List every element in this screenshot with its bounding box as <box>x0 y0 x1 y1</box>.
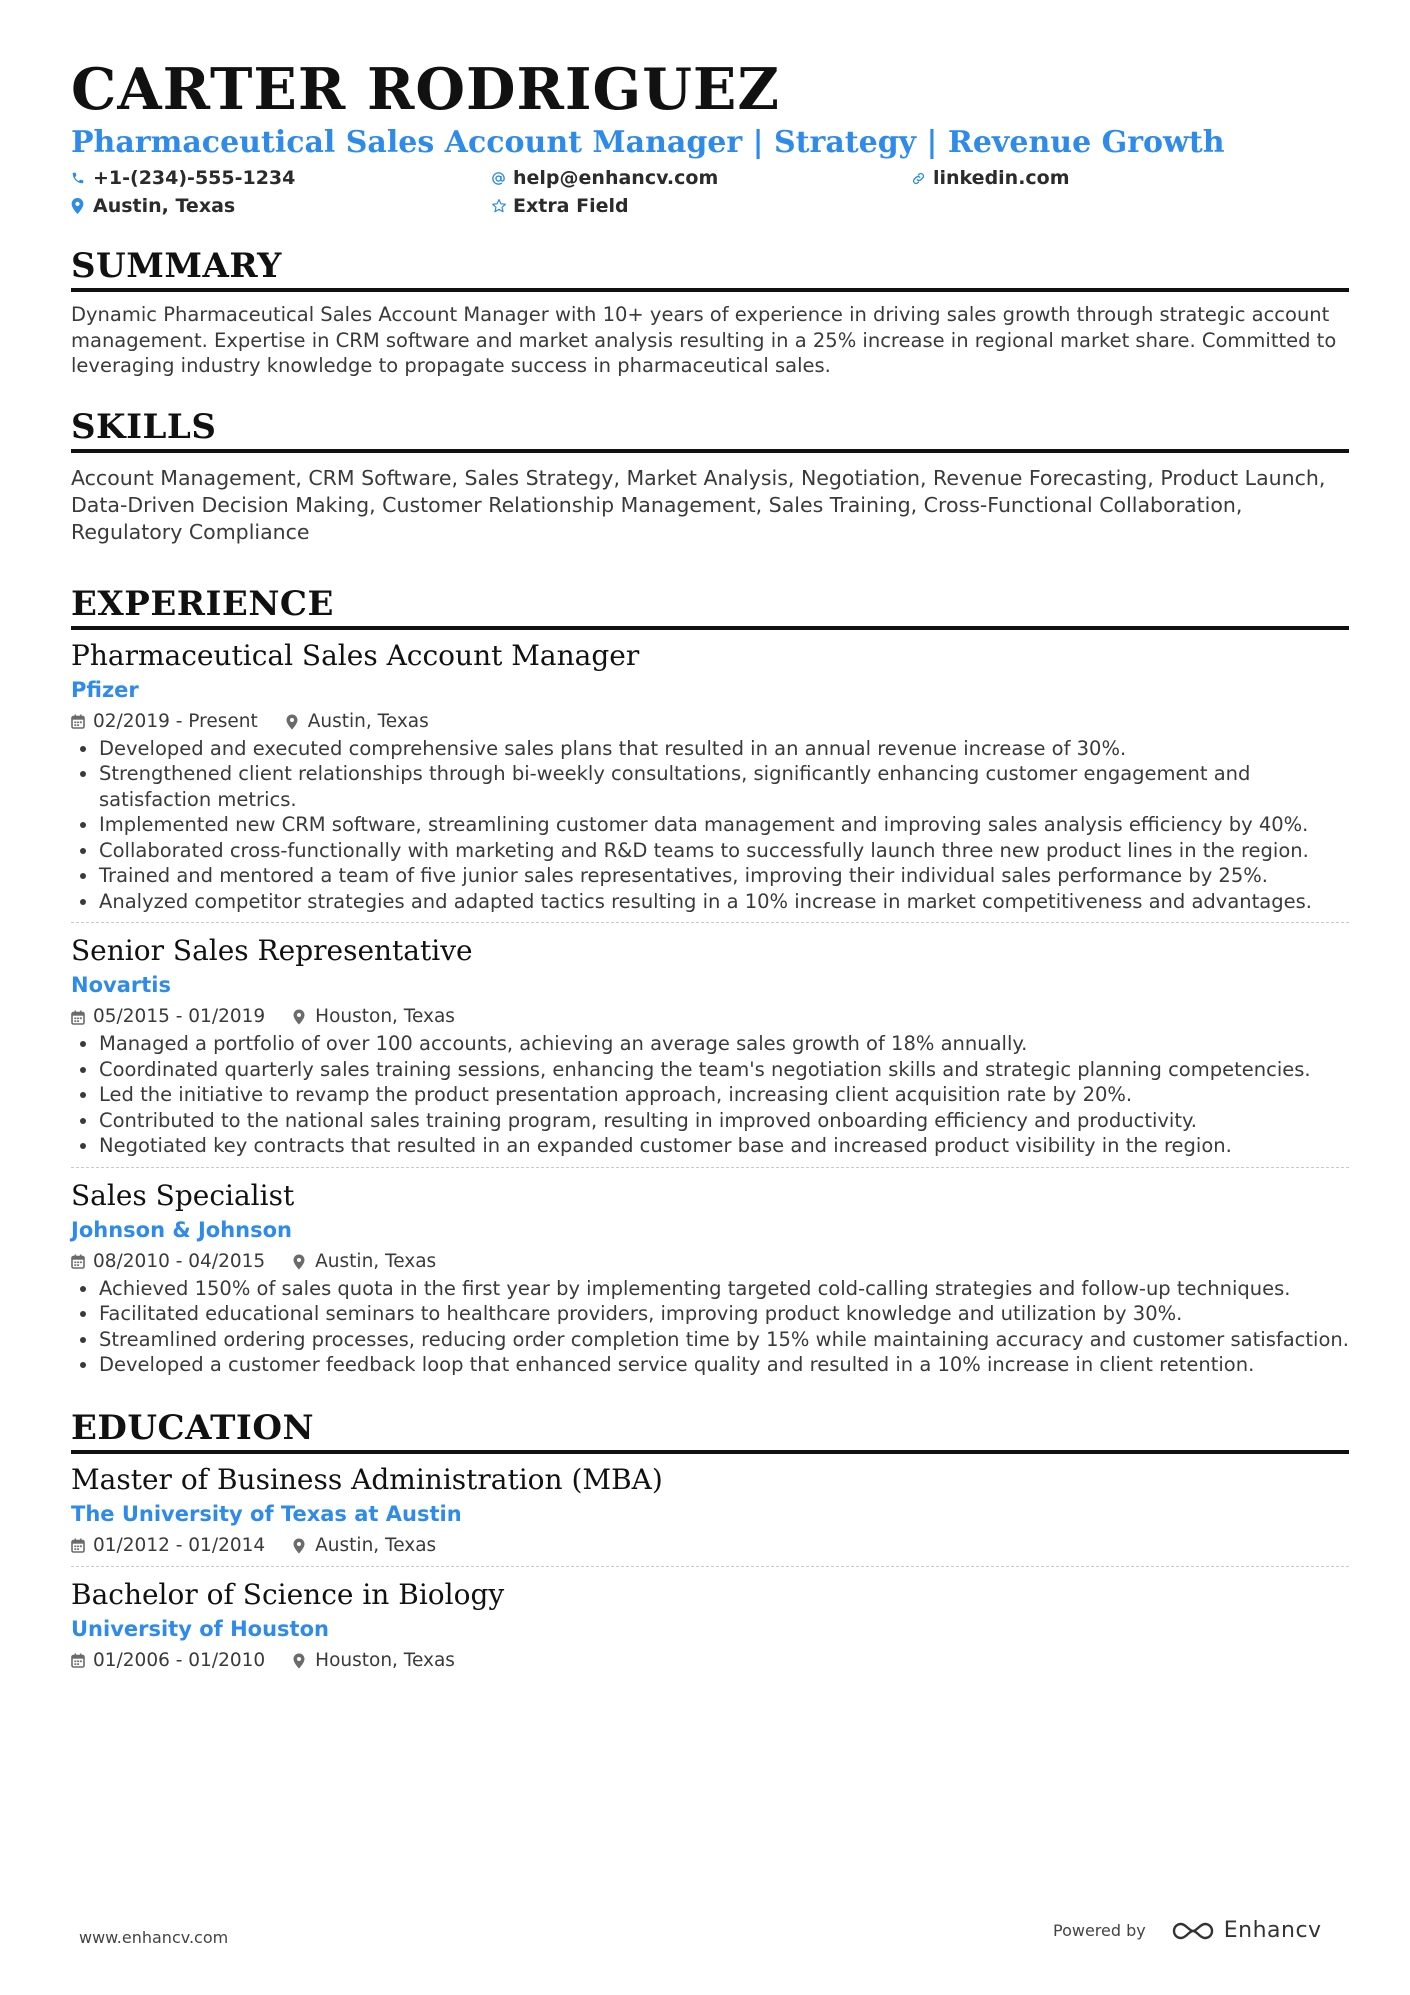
school-name: University of Houston <box>71 1616 329 1641</box>
job-bullet: • Developed a customer feedback loop that enhanced service quality and resulted in a 10% increase in client retention. <box>99 1352 1349 1378</box>
contact-phone[interactable] <box>71 166 491 190</box>
entry-dates: 01/2006 - 01/2010 <box>93 1649 266 1671</box>
skills-text: Account Management, CRM Software, Sales Strategy, Market Analysis, Negotiation, Revenue Forecasting, Product Launch, Data-Driven Decision Making, Customer Relationship Management, Sales Training, Cross-Functional Collaboration, Regulatory Compliance <box>71 465 1326 544</box>
entry-divider <box>71 1566 1349 1567</box>
contact-location <box>71 194 491 218</box>
job-entry <box>71 933 1349 1168</box>
job-bullet: • Achieved 150% of sales quota in the first year by implementing targeted cold-calling strategies and follow-up techniques. <box>99 1276 1349 1302</box>
education-section <box>71 1408 1349 1673</box>
job-title: Pharmaceutical Sales Account Manager <box>71 638 640 672</box>
company-name: Johnson & Johnson <box>71 1217 292 1242</box>
candidate-headline: Pharmaceutical Sales Account Manager | Strategy | Revenue Growth <box>71 125 1225 160</box>
entry-dates: 05/2015 - 01/2019 <box>93 1006 266 1027</box>
star-icon <box>491 195 513 217</box>
entry-location: Austin, Texas <box>315 1250 437 1272</box>
entry-dates: 08/2010 - 04/2015 <box>93 1250 266 1272</box>
entry-meta <box>71 1250 1349 1274</box>
resume-content <box>71 56 1349 1673</box>
degree-title: Master of Business Administration (MBA) <box>71 1462 663 1496</box>
company-name: Novartis <box>71 973 171 997</box>
enhancv-brand: Enhancv <box>1223 1918 1322 1943</box>
education-entry <box>71 1462 1349 1567</box>
entry-divider <box>71 1167 1349 1168</box>
location-pin-icon <box>293 1538 315 1554</box>
entry-location: Houston, Texas <box>315 1649 455 1671</box>
calendar-icon <box>71 1254 93 1269</box>
entry-meta <box>71 1534 1349 1558</box>
job-bullet: • Led the initiative to revamp the product presentation approach, increasing client acquisition rate by 20%. <box>99 1082 1349 1108</box>
entry-location: Austin, Texas <box>315 1534 437 1556</box>
contact-email[interactable] <box>491 166 911 190</box>
entry-meta <box>71 1649 1349 1673</box>
summary-title: SUMMARY <box>71 246 1349 292</box>
school-name: The University of Texas at Austin <box>71 1501 462 1526</box>
job-bullet: • Managed a portfolio of over 100 accounts, achieving an average sales growth of 18% annually. <box>99 1031 1349 1057</box>
job-bullet: • Trained and mentored a team of five junior sales representatives, improving their individual sales performance by 25%. <box>99 863 1349 889</box>
entry-dates: 01/2012 - 01/2014 <box>93 1534 266 1556</box>
location-icon <box>71 195 93 217</box>
degree-title: Bachelor of Science in Biology <box>71 1577 505 1611</box>
location-pin-icon <box>293 1254 315 1270</box>
job-bullet: • Collaborated cross-functionally with marketing and R&D teams to successfully launch three new product lines in the region. <box>99 838 1349 864</box>
job-title: Sales Specialist <box>71 1178 295 1212</box>
summary-section <box>71 246 1349 379</box>
entry-meta <box>71 710 1349 734</box>
entry-location: Houston, Texas <box>315 1006 455 1027</box>
enhancv-logo-icon <box>1170 1919 1216 1943</box>
experience-section <box>71 584 1349 1378</box>
experience-title: EXPERIENCE <box>71 584 1349 630</box>
job-bullet: • Strengthened client relationships through bi-weekly consultations, significantly enhancing customer engagement and satisfaction metrics. <box>99 761 1349 812</box>
job-bullet: • Coordinated quarterly sales training sessions, enhancing the team's negotiation skills and strategic planning competencies. <box>99 1057 1349 1083</box>
entry-divider <box>71 922 1349 923</box>
location-pin-icon <box>293 1009 315 1025</box>
contact-email-text: help@enhancv.com <box>513 167 719 189</box>
job-bullet: • Implemented new CRM software, streamlining customer data management and improving sales analysis efficiency by 40%. <box>99 812 1349 838</box>
experience-list <box>71 638 1349 1378</box>
calendar-icon <box>71 714 93 729</box>
entry-dates: 02/2019 - Present <box>93 710 258 732</box>
calendar-icon <box>71 1538 93 1553</box>
calendar-icon <box>71 1010 93 1025</box>
job-bullet: • Negotiated key contracts that resulted in an expanded customer base and increased product visibility in the region. <box>99 1133 1349 1159</box>
entry-meta <box>71 1005 1349 1029</box>
candidate-name: CARTER RODRIGUEZ <box>71 56 780 123</box>
skills-title: SKILLS <box>71 407 1349 453</box>
contact-phone-text: +1-(234)-555-1234 <box>93 167 296 189</box>
at-icon <box>491 167 513 189</box>
contact-linkedin-text: linkedin.com <box>933 167 1070 189</box>
contact-extra <box>491 194 911 218</box>
location-pin-icon <box>293 1653 315 1669</box>
education-list <box>71 1462 1349 1673</box>
job-title: Senior Sales Representative <box>71 934 473 967</box>
job-bullets <box>71 1031 1349 1159</box>
location-pin-icon <box>286 714 308 730</box>
contact-location-text: Austin, Texas <box>93 195 236 217</box>
contact-list <box>71 166 1349 218</box>
job-bullet: • Contributed to the national sales training program, resulting in improved onboarding efficiency and productivity. <box>99 1108 1349 1134</box>
link-icon <box>911 167 933 189</box>
calendar-icon <box>71 1653 93 1668</box>
footer-website[interactable]: www.enhancv.com <box>79 1928 229 1947</box>
education-entry <box>71 1577 1349 1673</box>
job-bullet: • Analyzed competitor strategies and adapted tactics resulting in a 10% increase in market competitiveness and advantages. <box>99 889 1349 915</box>
entry-location: Austin, Texas <box>307 710 429 732</box>
job-entry <box>71 1178 1349 1378</box>
footer-branding <box>1053 1918 1322 1943</box>
phone-icon <box>71 167 93 189</box>
job-entry <box>71 638 1349 924</box>
summary-text: Dynamic Pharmaceutical Sales Account Manager with 10+ years of experience in driving sales growth through strategic account management. Expertise in CRM software and market analysis resulting in a 25% increase in regional market share. Committed to leveraging industry knowledge to propagate success in pharmaceutical sales. <box>71 303 1337 377</box>
education-title: EDUCATION <box>71 1408 1349 1454</box>
company-name: Pfizer <box>71 677 139 702</box>
skills-section <box>71 407 1349 546</box>
job-bullet: • Developed and executed comprehensive sales plans that resulted in an annual revenue increase of 30%. <box>99 736 1349 762</box>
contact-linkedin[interactable] <box>911 166 1331 190</box>
job-bullet: • Facilitated educational seminars to healthcare providers, improving product knowledge and utilization by 30%. <box>99 1301 1349 1327</box>
job-bullet: • Streamlined ordering processes, reducing order completion time by 15% while maintaining accuracy and customer satisfaction. <box>99 1327 1349 1353</box>
contact-extra-text: Extra Field <box>513 195 629 217</box>
powered-by-text: Powered by <box>1053 1921 1146 1940</box>
job-bullets <box>71 736 1349 915</box>
job-bullets <box>71 1276 1349 1378</box>
